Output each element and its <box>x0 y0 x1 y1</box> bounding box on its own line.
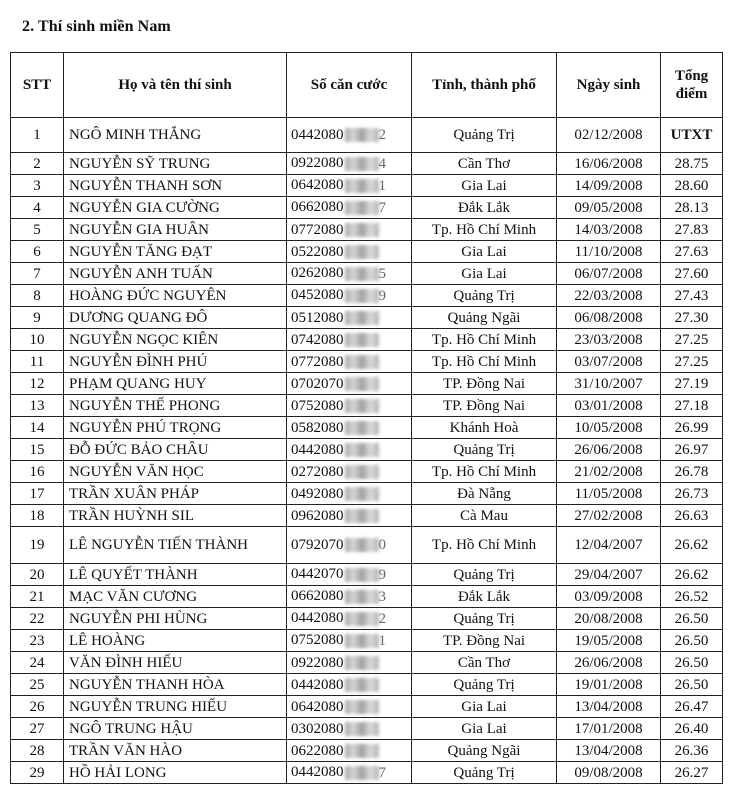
cell-id <box>287 175 412 197</box>
cell-name: NGUYỄN THANH SƠN <box>64 175 287 197</box>
id-redaction-blur <box>345 267 379 281</box>
cell-id <box>287 652 412 674</box>
cell-score: 28.60 <box>661 175 723 197</box>
cell-dob: 21/02/2008 <box>557 461 661 483</box>
cell-stt: 25 <box>11 674 64 696</box>
table-row <box>11 439 723 461</box>
table-row <box>11 219 723 241</box>
header-id: Số căn cước <box>287 53 412 118</box>
cell-province: Quảng Trị <box>412 674 557 696</box>
cell-id <box>287 461 412 483</box>
cell-stt: 27 <box>11 718 64 740</box>
cell-score: 26.50 <box>661 674 723 696</box>
id-visible-digits: 0442080 <box>291 676 344 693</box>
cell-score: 28.75 <box>661 153 723 175</box>
cell-id <box>287 197 412 219</box>
cell-stt: 11 <box>11 351 64 373</box>
cell-id <box>287 586 412 608</box>
id-tail-digit: 9 <box>378 287 386 304</box>
cell-name: HỒ HẢI LONG <box>64 762 287 784</box>
cell-stt: 29 <box>11 762 64 784</box>
cell-name: LÊ QUYẾT THÀNH <box>64 564 287 586</box>
cell-id <box>287 329 412 351</box>
cell-score: 27.18 <box>661 395 723 417</box>
id-redaction-blur <box>345 744 379 758</box>
id-redaction-blur <box>345 538 379 552</box>
cell-dob: 23/03/2008 <box>557 329 661 351</box>
cell-stt: 16 <box>11 461 64 483</box>
id-visible-digits: 0702070 <box>291 375 344 392</box>
cell-score: 26.62 <box>661 527 723 564</box>
id-visible-digits: 0752080 <box>291 397 344 414</box>
table-row <box>11 652 723 674</box>
id-redaction-blur <box>345 421 379 435</box>
cell-dob: 17/01/2008 <box>557 718 661 740</box>
cell-stt: 23 <box>11 630 64 652</box>
table-row <box>11 740 723 762</box>
cell-province: Đà Nẵng <box>412 483 557 505</box>
cell-stt: 18 <box>11 505 64 527</box>
cell-stt: 21 <box>11 586 64 608</box>
id-visible-digits: 0262080 <box>291 265 344 282</box>
id-tail-digit: 7 <box>378 764 386 781</box>
id-redaction-blur <box>345 612 379 626</box>
id-visible-digits: 0302080 <box>291 720 344 737</box>
table-row <box>11 175 723 197</box>
table-row <box>11 630 723 652</box>
id-redaction-blur <box>345 223 379 237</box>
id-visible-digits: 0522080 <box>291 243 344 260</box>
table-row <box>11 564 723 586</box>
id-visible-digits: 0772080 <box>291 221 344 238</box>
cell-stt: 20 <box>11 564 64 586</box>
id-tail-digit: 2 <box>378 127 386 144</box>
id-redaction-blur <box>345 399 379 413</box>
cell-id <box>287 439 412 461</box>
cell-score: 26.78 <box>661 461 723 483</box>
cell-id <box>287 153 412 175</box>
cell-dob: 02/12/2008 <box>557 118 661 153</box>
cell-province: Tp. Hồ Chí Minh <box>412 219 557 241</box>
header-name: Họ và tên thí sinh <box>64 53 287 118</box>
cell-id <box>287 307 412 329</box>
cell-dob: 14/09/2008 <box>557 175 661 197</box>
id-tail-digit: 7 <box>378 199 386 216</box>
cell-id <box>287 373 412 395</box>
cell-stt: 24 <box>11 652 64 674</box>
id-tail-digit: 2 <box>378 610 386 627</box>
cell-score: 26.36 <box>661 740 723 762</box>
cell-name: NGUYỄN GIA HUÂN <box>64 219 287 241</box>
id-visible-digits: 0512080 <box>291 309 344 326</box>
id-redaction-blur <box>345 722 379 736</box>
cell-id <box>287 564 412 586</box>
cell-dob: 06/07/2008 <box>557 263 661 285</box>
candidates-table <box>10 52 723 784</box>
cell-stt: 14 <box>11 417 64 439</box>
cell-id <box>287 395 412 417</box>
id-visible-digits: 0582080 <box>291 419 344 436</box>
cell-name: NGUYỄN THANH HÒA <box>64 674 287 696</box>
id-redaction-blur <box>345 201 379 215</box>
table-header-row <box>11 53 723 118</box>
cell-id <box>287 762 412 784</box>
header-province: Tỉnh, thành phố <box>412 53 557 118</box>
cell-dob: 27/02/2008 <box>557 505 661 527</box>
cell-province: Tp. Hồ Chí Minh <box>412 329 557 351</box>
cell-stt: 2 <box>11 153 64 175</box>
id-redaction-blur <box>345 509 379 523</box>
cell-province: Quảng Ngãi <box>412 740 557 762</box>
cell-score: UTXT <box>661 118 723 153</box>
table-row <box>11 608 723 630</box>
cell-score: 26.50 <box>661 630 723 652</box>
cell-dob: 13/04/2008 <box>557 740 661 762</box>
cell-name: DƯƠNG QUANG ĐÔ <box>64 307 287 329</box>
cell-stt: 28 <box>11 740 64 762</box>
id-visible-digits: 0662080 <box>291 199 344 216</box>
cell-score: 26.97 <box>661 439 723 461</box>
cell-name: VĂN ĐÌNH HIẾU <box>64 652 287 674</box>
id-redaction-blur <box>345 128 379 142</box>
id-visible-digits: 0442070 <box>291 566 344 583</box>
cell-score: 27.30 <box>661 307 723 329</box>
cell-province: Quảng Trị <box>412 608 557 630</box>
id-visible-digits: 0642080 <box>291 698 344 715</box>
cell-id <box>287 241 412 263</box>
cell-province: TP. Đồng Nai <box>412 630 557 652</box>
cell-province: Đắk Lắk <box>412 197 557 219</box>
cell-id <box>287 630 412 652</box>
id-redaction-blur <box>345 766 379 780</box>
cell-province: TP. Đồng Nai <box>412 373 557 395</box>
cell-score: 26.63 <box>661 505 723 527</box>
cell-score: 28.13 <box>661 197 723 219</box>
cell-id <box>287 696 412 718</box>
id-tail-digit: 0 <box>378 537 386 554</box>
cell-province: Đắk Lắk <box>412 586 557 608</box>
cell-id <box>287 674 412 696</box>
cell-province: Gia Lai <box>412 718 557 740</box>
cell-name: HOÀNG ĐỨC NGUYÊN <box>64 285 287 307</box>
cell-name: TRẦN HUỲNH SIL <box>64 505 287 527</box>
cell-dob: 12/04/2007 <box>557 527 661 564</box>
cell-dob: 09/05/2008 <box>557 197 661 219</box>
cell-province: Gia Lai <box>412 175 557 197</box>
cell-dob: 16/06/2008 <box>557 153 661 175</box>
id-redaction-blur <box>345 289 379 303</box>
id-visible-digits: 0492080 <box>291 485 344 502</box>
cell-stt: 12 <box>11 373 64 395</box>
cell-name: NGUYỄN PHÚ TRỌNG <box>64 417 287 439</box>
cell-score: 27.43 <box>661 285 723 307</box>
cell-name: TRẦN XUÂN PHÁP <box>64 483 287 505</box>
id-visible-digits: 0792070 <box>291 536 344 553</box>
cell-stt: 6 <box>11 241 64 263</box>
table-row <box>11 762 723 784</box>
id-visible-digits: 0662080 <box>291 588 344 605</box>
cell-province: Quảng Ngãi <box>412 307 557 329</box>
id-visible-digits: 0922080 <box>291 155 344 172</box>
cell-name: NGUYỄN SỸ TRUNG <box>64 153 287 175</box>
cell-score: 26.27 <box>661 762 723 784</box>
cell-province: Cần Thơ <box>412 153 557 175</box>
table-row <box>11 197 723 219</box>
cell-name: NGUYỄN THẾ PHONG <box>64 395 287 417</box>
id-tail-digit: 1 <box>378 177 386 194</box>
cell-id <box>287 285 412 307</box>
id-tail-digit: 5 <box>378 265 386 282</box>
header-score-line2: điểm <box>675 86 708 102</box>
cell-name: NGUYỄN GIA CƯỜNG <box>64 197 287 219</box>
cell-score: 26.47 <box>661 696 723 718</box>
cell-dob: 26/06/2008 <box>557 652 661 674</box>
cell-name: NGÔ MINH THẮNG <box>64 118 287 153</box>
cell-name: NGUYỄN TRUNG HIẾU <box>64 696 287 718</box>
cell-dob: 19/01/2008 <box>557 674 661 696</box>
cell-name: NGUYỄN NGỌC KIÊN <box>64 329 287 351</box>
cell-stt: 1 <box>11 118 64 153</box>
cell-stt: 15 <box>11 439 64 461</box>
id-visible-digits: 0442080 <box>291 441 344 458</box>
cell-dob: 03/09/2008 <box>557 586 661 608</box>
cell-dob: 20/08/2008 <box>557 608 661 630</box>
cell-name: NGUYỄN TĂNG ĐẠT <box>64 241 287 263</box>
id-redaction-blur <box>345 179 379 193</box>
cell-stt: 8 <box>11 285 64 307</box>
table-row <box>11 395 723 417</box>
cell-stt: 7 <box>11 263 64 285</box>
id-visible-digits: 0622080 <box>291 742 344 759</box>
table-row <box>11 696 723 718</box>
table-row <box>11 351 723 373</box>
cell-score: 27.63 <box>661 241 723 263</box>
cell-stt: 19 <box>11 527 64 564</box>
cell-province: Quảng Trị <box>412 439 557 461</box>
cell-name: TRẦN VĂN HÀO <box>64 740 287 762</box>
cell-province: Gia Lai <box>412 241 557 263</box>
cell-id <box>287 740 412 762</box>
table-row <box>11 461 723 483</box>
table-row <box>11 586 723 608</box>
cell-stt: 17 <box>11 483 64 505</box>
header-score-line1: Tổng <box>674 68 709 84</box>
cell-stt: 13 <box>11 395 64 417</box>
cell-dob: 03/07/2008 <box>557 351 661 373</box>
table-row <box>11 483 723 505</box>
id-visible-digits: 0742080 <box>291 331 344 348</box>
cell-stt: 22 <box>11 608 64 630</box>
cell-dob: 09/08/2008 <box>557 762 661 784</box>
cell-province: Quảng Trị <box>412 564 557 586</box>
cell-id <box>287 118 412 153</box>
cell-province: Cà Mau <box>412 505 557 527</box>
cell-stt: 10 <box>11 329 64 351</box>
table-row <box>11 329 723 351</box>
id-redaction-blur <box>345 465 379 479</box>
cell-id <box>287 417 412 439</box>
header-dob: Ngày sinh <box>557 53 661 118</box>
cell-province: TP. Đồng Nai <box>412 395 557 417</box>
id-redaction-blur <box>345 157 379 171</box>
cell-score: 26.50 <box>661 652 723 674</box>
table-row <box>11 307 723 329</box>
cell-id <box>287 263 412 285</box>
cell-dob: 11/05/2008 <box>557 483 661 505</box>
cell-province: Tp. Hồ Chí Minh <box>412 351 557 373</box>
cell-province: Cần Thơ <box>412 652 557 674</box>
cell-score: 26.52 <box>661 586 723 608</box>
id-visible-digits: 0772080 <box>291 353 344 370</box>
cell-name: NGUYỄN VĂN HỌC <box>64 461 287 483</box>
section-heading: 2. Thí sinh miền Nam <box>22 18 171 35</box>
cell-name: NGUYỄN ĐÌNH PHÚ <box>64 351 287 373</box>
id-redaction-blur <box>345 568 379 582</box>
id-tail-digit: 4 <box>378 155 386 172</box>
cell-province: Gia Lai <box>412 696 557 718</box>
cell-province: Quảng Trị <box>412 118 557 153</box>
cell-id <box>287 527 412 564</box>
table-row <box>11 285 723 307</box>
cell-province: Quảng Trị <box>412 285 557 307</box>
table-row <box>11 674 723 696</box>
id-redaction-blur <box>345 443 379 457</box>
id-redaction-blur <box>345 333 379 347</box>
id-redaction-blur <box>345 656 379 670</box>
cell-name: ĐỖ ĐỨC BẢO CHÂU <box>64 439 287 461</box>
cell-dob: 31/10/2007 <box>557 373 661 395</box>
table-row <box>11 718 723 740</box>
cell-dob: 06/08/2008 <box>557 307 661 329</box>
id-redaction-blur <box>345 311 379 325</box>
table-row <box>11 417 723 439</box>
cell-score: 26.50 <box>661 608 723 630</box>
cell-dob: 14/03/2008 <box>557 219 661 241</box>
id-visible-digits: 0922080 <box>291 654 344 671</box>
cell-id <box>287 718 412 740</box>
cell-dob: 22/03/2008 <box>557 285 661 307</box>
id-visible-digits: 0642080 <box>291 177 344 194</box>
cell-score: 27.60 <box>661 263 723 285</box>
cell-dob: 19/05/2008 <box>557 630 661 652</box>
id-tail-digit: 1 <box>378 632 386 649</box>
cell-name: NGÔ TRUNG HẬU <box>64 718 287 740</box>
header-score <box>661 53 723 118</box>
cell-score: 26.40 <box>661 718 723 740</box>
cell-id <box>287 608 412 630</box>
id-redaction-blur <box>345 355 379 369</box>
id-redaction-blur <box>345 634 379 648</box>
header-stt: STT <box>11 53 64 118</box>
cell-name: NGUYỄN PHI HÙNG <box>64 608 287 630</box>
cell-province: Gia Lai <box>412 263 557 285</box>
cell-score: 27.25 <box>661 329 723 351</box>
cell-dob: 26/06/2008 <box>557 439 661 461</box>
cell-score: 26.73 <box>661 483 723 505</box>
cell-stt: 4 <box>11 197 64 219</box>
id-redaction-blur <box>345 487 379 501</box>
id-tail-digit: 3 <box>378 588 386 605</box>
cell-dob: 11/10/2008 <box>557 241 661 263</box>
cell-province: Tp. Hồ Chí Minh <box>412 527 557 564</box>
cell-score: 27.19 <box>661 373 723 395</box>
cell-id <box>287 505 412 527</box>
cell-id <box>287 219 412 241</box>
cell-province: Quảng Trị <box>412 762 557 784</box>
cell-id <box>287 483 412 505</box>
cell-province: Tp. Hồ Chí Minh <box>412 461 557 483</box>
cell-province: Khánh Hoà <box>412 417 557 439</box>
cell-stt: 26 <box>11 696 64 718</box>
cell-dob: 10/05/2008 <box>557 417 661 439</box>
table-row <box>11 118 723 153</box>
cell-score: 27.83 <box>661 219 723 241</box>
id-visible-digits: 0442080 <box>291 764 344 781</box>
id-visible-digits: 0452080 <box>291 287 344 304</box>
cell-dob: 29/04/2007 <box>557 564 661 586</box>
table-row <box>11 241 723 263</box>
cell-stt: 9 <box>11 307 64 329</box>
cell-name: LÊ HOÀNG <box>64 630 287 652</box>
table-row <box>11 153 723 175</box>
id-visible-digits: 0272080 <box>291 463 344 480</box>
cell-name: LÊ NGUYỄN TIẾN THÀNH <box>64 527 287 564</box>
table-row <box>11 505 723 527</box>
id-visible-digits: 0962080 <box>291 507 344 524</box>
id-visible-digits: 0442080 <box>291 126 344 143</box>
id-redaction-blur <box>345 678 379 692</box>
cell-score: 27.25 <box>661 351 723 373</box>
table-row <box>11 527 723 564</box>
id-tail-digit: 9 <box>378 566 386 583</box>
table-row <box>11 373 723 395</box>
id-redaction-blur <box>345 700 379 714</box>
id-redaction-blur <box>345 245 379 259</box>
cell-score: 26.99 <box>661 417 723 439</box>
id-redaction-blur <box>345 377 379 391</box>
cell-name: MẠC VĂN CƯƠNG <box>64 586 287 608</box>
cell-stt: 5 <box>11 219 64 241</box>
id-visible-digits: 0752080 <box>291 632 344 649</box>
cell-stt: 3 <box>11 175 64 197</box>
cell-id <box>287 351 412 373</box>
cell-name: PHẠM QUANG HUY <box>64 373 287 395</box>
cell-name: NGUYỄN ANH TUẤN <box>64 263 287 285</box>
id-redaction-blur <box>345 590 379 604</box>
cell-dob: 13/04/2008 <box>557 696 661 718</box>
id-visible-digits: 0442080 <box>291 610 344 627</box>
cell-score: 26.62 <box>661 564 723 586</box>
table-row <box>11 263 723 285</box>
cell-dob: 03/01/2008 <box>557 395 661 417</box>
